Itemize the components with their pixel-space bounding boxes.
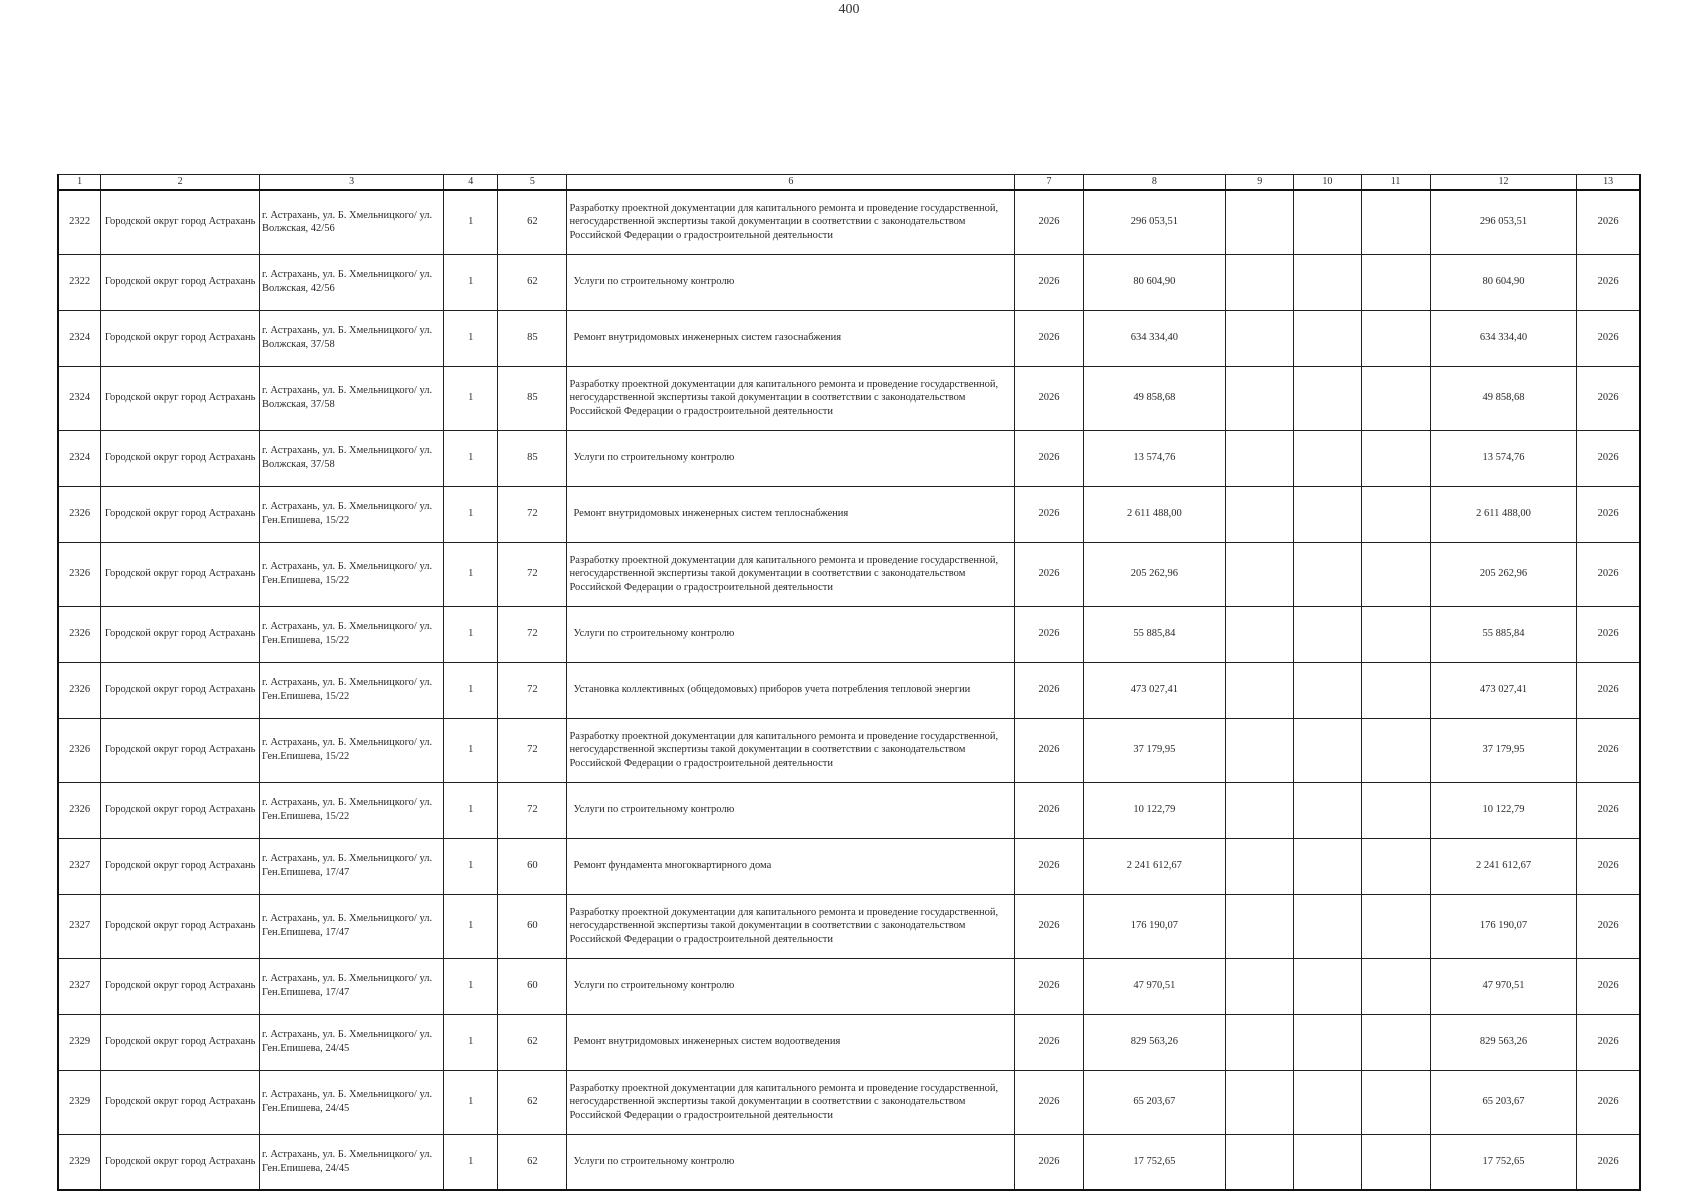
cell-col10 [1294,782,1361,838]
cell-year-end: 2026 [1577,718,1640,782]
cell-col11 [1361,894,1430,958]
cell-year-end: 2026 [1577,894,1640,958]
cell-col5: 62 [498,1134,567,1190]
cell-object-id: 2326 [58,486,101,542]
cell-cost: 176 190,07 [1083,894,1226,958]
cell-address: г. Астрахань, ул. Б. Хмельницкого/ ул. Ген.Епишева, 17/47 [260,894,444,958]
cell-col9 [1226,486,1294,542]
header-cell-8: 8 [1083,175,1226,191]
cell-year: 2026 [1015,1070,1083,1134]
cell-col5: 60 [498,958,567,1014]
cell-col4: 1 [444,958,498,1014]
cell-col10 [1294,718,1361,782]
table-row [58,430,1640,486]
cell-col5: 72 [498,606,567,662]
cell-col9 [1226,1070,1294,1134]
cell-year: 2026 [1015,366,1083,430]
cell-municipality: Городской округ город Астрахань [101,782,260,838]
header-cell-5: 5 [498,175,567,191]
cell-total: 473 027,41 [1430,662,1577,718]
cell-year-end: 2026 [1577,430,1640,486]
table-row [58,782,1640,838]
cell-municipality: Городской округ город Астрахань [101,310,260,366]
cell-col4: 1 [444,1070,498,1134]
table-row [58,190,1640,254]
cell-work-type: Услуги по строительному контролю [567,1134,1015,1190]
cell-col5: 72 [498,662,567,718]
cell-year: 2026 [1015,718,1083,782]
cell-cost: 829 563,26 [1083,1014,1226,1070]
cell-municipality: Городской округ город Астрахань [101,486,260,542]
cell-col9 [1226,606,1294,662]
cell-col4: 1 [444,782,498,838]
cell-object-id: 2329 [58,1134,101,1190]
table-row [58,894,1640,958]
cell-municipality: Городской округ город Астрахань [101,430,260,486]
cell-object-id: 2329 [58,1070,101,1134]
cell-municipality: Городской округ город Астрахань [101,366,260,430]
cell-col10 [1294,366,1361,430]
cell-col9 [1226,1014,1294,1070]
cell-total: 2 611 488,00 [1430,486,1577,542]
table-row [58,254,1640,310]
cell-col11 [1361,542,1430,606]
cell-col10 [1294,958,1361,1014]
cell-total: 49 858,68 [1430,366,1577,430]
cell-year-end: 2026 [1577,1014,1640,1070]
cell-col11 [1361,718,1430,782]
header-cell-3: 3 [260,175,444,191]
cell-cost: 49 858,68 [1083,366,1226,430]
header-cell-7: 7 [1015,175,1083,191]
cell-col4: 1 [444,542,498,606]
cell-address: г. Астрахань, ул. Б. Хмельницкого/ ул. Ген.Епишева, 15/22 [260,606,444,662]
cell-col4: 1 [444,366,498,430]
cell-cost: 2 241 612,67 [1083,838,1226,894]
cell-col10 [1294,1134,1361,1190]
table-row [58,1014,1640,1070]
header-cell-6: 6 [567,175,1015,191]
cell-col10 [1294,838,1361,894]
cell-col10 [1294,1014,1361,1070]
cell-object-id: 2327 [58,894,101,958]
table-row [58,606,1640,662]
cell-col5: 85 [498,310,567,366]
cell-col9 [1226,310,1294,366]
cell-object-id: 2326 [58,782,101,838]
cell-address: г. Астрахань, ул. Б. Хмельницкого/ ул. Ген.Епишева, 15/22 [260,782,444,838]
cell-address: г. Астрахань, ул. Б. Хмельницкого/ ул. Ген.Епишева, 17/47 [260,958,444,1014]
cell-object-id: 2322 [58,254,101,310]
cell-total: 296 053,51 [1430,190,1577,254]
cell-object-id: 2326 [58,606,101,662]
cell-object-id: 2327 [58,958,101,1014]
cell-cost: 37 179,95 [1083,718,1226,782]
cell-year-end: 2026 [1577,838,1640,894]
cell-col10 [1294,190,1361,254]
cell-cost: 634 334,40 [1083,310,1226,366]
cell-cost: 47 970,51 [1083,958,1226,1014]
cell-year-end: 2026 [1577,254,1640,310]
cell-col9 [1226,542,1294,606]
cell-col9 [1226,430,1294,486]
cell-col9 [1226,718,1294,782]
cell-col5: 62 [498,1070,567,1134]
table-row [58,1070,1640,1134]
cell-address: г. Астрахань, ул. Б. Хмельницкого/ ул. Ген.Епишева, 24/45 [260,1014,444,1070]
header-row [58,175,1640,191]
cell-total: 55 885,84 [1430,606,1577,662]
cell-address: г. Астрахань, ул. Б. Хмельницкого/ ул. Волжская, 42/56 [260,190,444,254]
cell-work-type: Разработку проектной документации для капитального ремонта и проведение государственной, негосударственной экспертизы такой документации в соответствии с законодательством Российской Федерации о градостроительной деятельности [567,894,1015,958]
cell-col9 [1226,782,1294,838]
table-body [58,190,1640,1190]
cell-cost: 296 053,51 [1083,190,1226,254]
cell-year-end: 2026 [1577,1070,1640,1134]
header-cell-12: 12 [1430,175,1577,191]
cell-col4: 1 [444,718,498,782]
cell-col11 [1361,838,1430,894]
cell-total: 65 203,67 [1430,1070,1577,1134]
cell-col11 [1361,606,1430,662]
cell-year: 2026 [1015,542,1083,606]
cell-total: 634 334,40 [1430,310,1577,366]
cell-col5: 72 [498,718,567,782]
cell-year-end: 2026 [1577,190,1640,254]
cell-col11 [1361,782,1430,838]
cell-year-end: 2026 [1577,310,1640,366]
cell-year-end: 2026 [1577,606,1640,662]
cell-col9 [1226,958,1294,1014]
cell-year-end: 2026 [1577,486,1640,542]
cell-col5: 60 [498,894,567,958]
cell-address: г. Астрахань, ул. Б. Хмельницкого/ ул. Волжская, 37/58 [260,430,444,486]
cell-address: г. Астрахань, ул. Б. Хмельницкого/ ул. Ген.Епишева, 15/22 [260,718,444,782]
header-cell-4: 4 [444,175,498,191]
cell-col4: 1 [444,254,498,310]
cell-address: г. Астрахань, ул. Б. Хмельницкого/ ул. Ген.Епишева, 15/22 [260,542,444,606]
cell-col10 [1294,606,1361,662]
table-row [58,718,1640,782]
cell-work-type: Услуги по строительному контролю [567,254,1015,310]
cell-object-id: 2329 [58,1014,101,1070]
cell-municipality: Городской округ город Астрахань [101,254,260,310]
cell-total: 10 122,79 [1430,782,1577,838]
cell-col11 [1361,662,1430,718]
cell-municipality: Городской округ город Астрахань [101,838,260,894]
cell-col5: 85 [498,366,567,430]
cell-col5: 72 [498,542,567,606]
cell-col11 [1361,958,1430,1014]
cell-col10 [1294,254,1361,310]
cell-work-type: Разработку проектной документации для капитального ремонта и проведение государственной, негосударственной экспертизы такой документации в соответствии с законодательством Российской Федерации о градостроительной деятельности [567,718,1015,782]
table-row [58,662,1640,718]
cell-cost: 65 203,67 [1083,1070,1226,1134]
cell-col11 [1361,310,1430,366]
cell-year-end: 2026 [1577,1134,1640,1190]
table-row [58,1134,1640,1190]
cell-municipality: Городской округ город Астрахань [101,958,260,1014]
cell-col4: 1 [444,1134,498,1190]
table-row [58,838,1640,894]
cell-col10 [1294,894,1361,958]
cell-year: 2026 [1015,1014,1083,1070]
cell-col11 [1361,430,1430,486]
cell-year: 2026 [1015,486,1083,542]
table-row [58,310,1640,366]
cell-work-type: Услуги по строительному контролю [567,782,1015,838]
cell-col11 [1361,486,1430,542]
cell-col11 [1361,1070,1430,1134]
cell-work-type: Установка коллективных (общедомовых) приборов учета потребления тепловой энергии [567,662,1015,718]
cell-col9 [1226,366,1294,430]
table-row [58,542,1640,606]
table-row [58,958,1640,1014]
cell-year: 2026 [1015,838,1083,894]
cell-total: 37 179,95 [1430,718,1577,782]
cell-col9 [1226,190,1294,254]
cell-total: 47 970,51 [1430,958,1577,1014]
cell-address: г. Астрахань, ул. Б. Хмельницкого/ ул. Волжская, 37/58 [260,366,444,430]
cell-total: 205 262,96 [1430,542,1577,606]
cell-col9 [1226,838,1294,894]
cell-work-type: Разработку проектной документации для капитального ремонта и проведение государственной, негосударственной экспертизы такой документации в соответствии с законодательством Российской Федерации о градостроительной деятельности [567,1070,1015,1134]
cell-cost: 473 027,41 [1083,662,1226,718]
cell-col11 [1361,366,1430,430]
cell-col11 [1361,1134,1430,1190]
cell-object-id: 2324 [58,310,101,366]
cell-year-end: 2026 [1577,542,1640,606]
cell-municipality: Городской округ город Астрахань [101,894,260,958]
cell-municipality: Городской округ город Астрахань [101,542,260,606]
cell-cost: 2 611 488,00 [1083,486,1226,542]
cell-total: 176 190,07 [1430,894,1577,958]
cell-year: 2026 [1015,310,1083,366]
header-cell-2: 2 [101,175,260,191]
cell-cost: 17 752,65 [1083,1134,1226,1190]
cell-address: г. Астрахань, ул. Б. Хмельницкого/ ул. Ген.Епишева, 24/45 [260,1070,444,1134]
cell-cost: 13 574,76 [1083,430,1226,486]
cell-total: 17 752,65 [1430,1134,1577,1190]
cell-col4: 1 [444,838,498,894]
cell-year: 2026 [1015,190,1083,254]
cell-municipality: Городской округ город Астрахань [101,718,260,782]
cell-object-id: 2324 [58,430,101,486]
cell-col5: 72 [498,486,567,542]
cell-year-end: 2026 [1577,782,1640,838]
cell-work-type: Ремонт фундамента многоквартирного дома [567,838,1015,894]
cell-col4: 1 [444,310,498,366]
cell-year-end: 2026 [1577,662,1640,718]
cell-col4: 1 [444,606,498,662]
cell-col11 [1361,190,1430,254]
cell-work-type: Услуги по строительному контролю [567,958,1015,1014]
cell-municipality: Городской округ город Астрахань [101,1070,260,1134]
cell-cost: 10 122,79 [1083,782,1226,838]
table-header [58,175,1640,191]
cell-cost: 55 885,84 [1083,606,1226,662]
cell-col5: 60 [498,838,567,894]
cell-col4: 1 [444,662,498,718]
cell-work-type: Услуги по строительному контролю [567,430,1015,486]
cell-col5: 85 [498,430,567,486]
page-number: 400 [838,2,860,17]
cell-year: 2026 [1015,1134,1083,1190]
cell-total: 2 241 612,67 [1430,838,1577,894]
cell-cost: 205 262,96 [1083,542,1226,606]
cell-year: 2026 [1015,430,1083,486]
cell-address: г. Астрахань, ул. Б. Хмельницкого/ ул. Ген.Епишева, 17/47 [260,838,444,894]
cell-year: 2026 [1015,782,1083,838]
cell-municipality: Городской округ город Астрахань [101,190,260,254]
cell-address: г. Астрахань, ул. Б. Хмельницкого/ ул. Ген.Епишева, 24/45 [260,1134,444,1190]
cell-municipality: Городской округ город Астрахань [101,606,260,662]
cell-col4: 1 [444,894,498,958]
cell-col4: 1 [444,430,498,486]
cell-work-type: Ремонт внутридомовых инженерных систем теплоснабжения [567,486,1015,542]
cell-col11 [1361,254,1430,310]
cell-col10 [1294,542,1361,606]
cell-col5: 72 [498,782,567,838]
cell-year: 2026 [1015,254,1083,310]
cell-municipality: Городской округ город Астрахань [101,1134,260,1190]
cell-work-type: Ремонт внутридомовых инженерных систем газоснабжения [567,310,1015,366]
cell-object-id: 2326 [58,542,101,606]
cell-year: 2026 [1015,958,1083,1014]
cell-col9 [1226,254,1294,310]
cell-address: г. Астрахань, ул. Б. Хмельницкого/ ул. Волжская, 42/56 [260,254,444,310]
cell-year: 2026 [1015,894,1083,958]
cell-col9 [1226,662,1294,718]
cell-col10 [1294,486,1361,542]
header-cell-13: 13 [1577,175,1640,191]
cell-col4: 1 [444,190,498,254]
cell-year: 2026 [1015,662,1083,718]
cell-col5: 62 [498,254,567,310]
cell-address: г. Астрахань, ул. Б. Хмельницкого/ ул. Ген.Епишева, 15/22 [260,486,444,542]
capital-repair-table [57,174,1641,1191]
cell-col5: 62 [498,1014,567,1070]
cell-total: 13 574,76 [1430,430,1577,486]
cell-object-id: 2324 [58,366,101,430]
cell-object-id: 2326 [58,718,101,782]
cell-year-end: 2026 [1577,366,1640,430]
cell-col9 [1226,1134,1294,1190]
cell-work-type: Разработку проектной документации для капитального ремонта и проведение государственной, негосударственной экспертизы такой документации в соответствии с законодательством Российской Федерации о градостроительной деятельности [567,366,1015,430]
cell-col4: 1 [444,1014,498,1070]
cell-work-type: Услуги по строительному контролю [567,606,1015,662]
header-cell-11: 11 [1361,175,1430,191]
cell-col9 [1226,894,1294,958]
header-cell-10: 10 [1294,175,1361,191]
cell-object-id: 2326 [58,662,101,718]
cell-col4: 1 [444,486,498,542]
cell-col11 [1361,1014,1430,1070]
cell-work-type: Разработку проектной документации для капитального ремонта и проведение государственной, негосударственной экспертизы такой документации в соответствии с законодательством Российской Федерации о градостроительной деятельности [567,190,1015,254]
cell-col10 [1294,1070,1361,1134]
cell-cost: 80 604,90 [1083,254,1226,310]
cell-year: 2026 [1015,606,1083,662]
cell-col5: 62 [498,190,567,254]
table-row [58,486,1640,542]
cell-municipality: Городской округ город Астрахань [101,662,260,718]
cell-total: 80 604,90 [1430,254,1577,310]
cell-object-id: 2327 [58,838,101,894]
cell-total: 829 563,26 [1430,1014,1577,1070]
cell-municipality: Городской округ город Астрахань [101,1014,260,1070]
cell-year-end: 2026 [1577,958,1640,1014]
cell-work-type: Разработку проектной документации для капитального ремонта и проведение государственной, негосударственной экспертизы такой документации в соответствии с законодательством Российской Федерации о градостроительной деятельности [567,542,1015,606]
cell-address: г. Астрахань, ул. Б. Хмельницкого/ ул. Волжская, 37/58 [260,310,444,366]
header-cell-9: 9 [1226,175,1294,191]
cell-address: г. Астрахань, ул. Б. Хмельницкого/ ул. Ген.Епишева, 15/22 [260,662,444,718]
table-row [58,366,1640,430]
cell-col10 [1294,430,1361,486]
cell-col10 [1294,310,1361,366]
cell-object-id: 2322 [58,190,101,254]
header-cell-1: 1 [58,175,101,191]
cell-col10 [1294,662,1361,718]
cell-work-type: Ремонт внутридомовых инженерных систем водоотведения [567,1014,1015,1070]
